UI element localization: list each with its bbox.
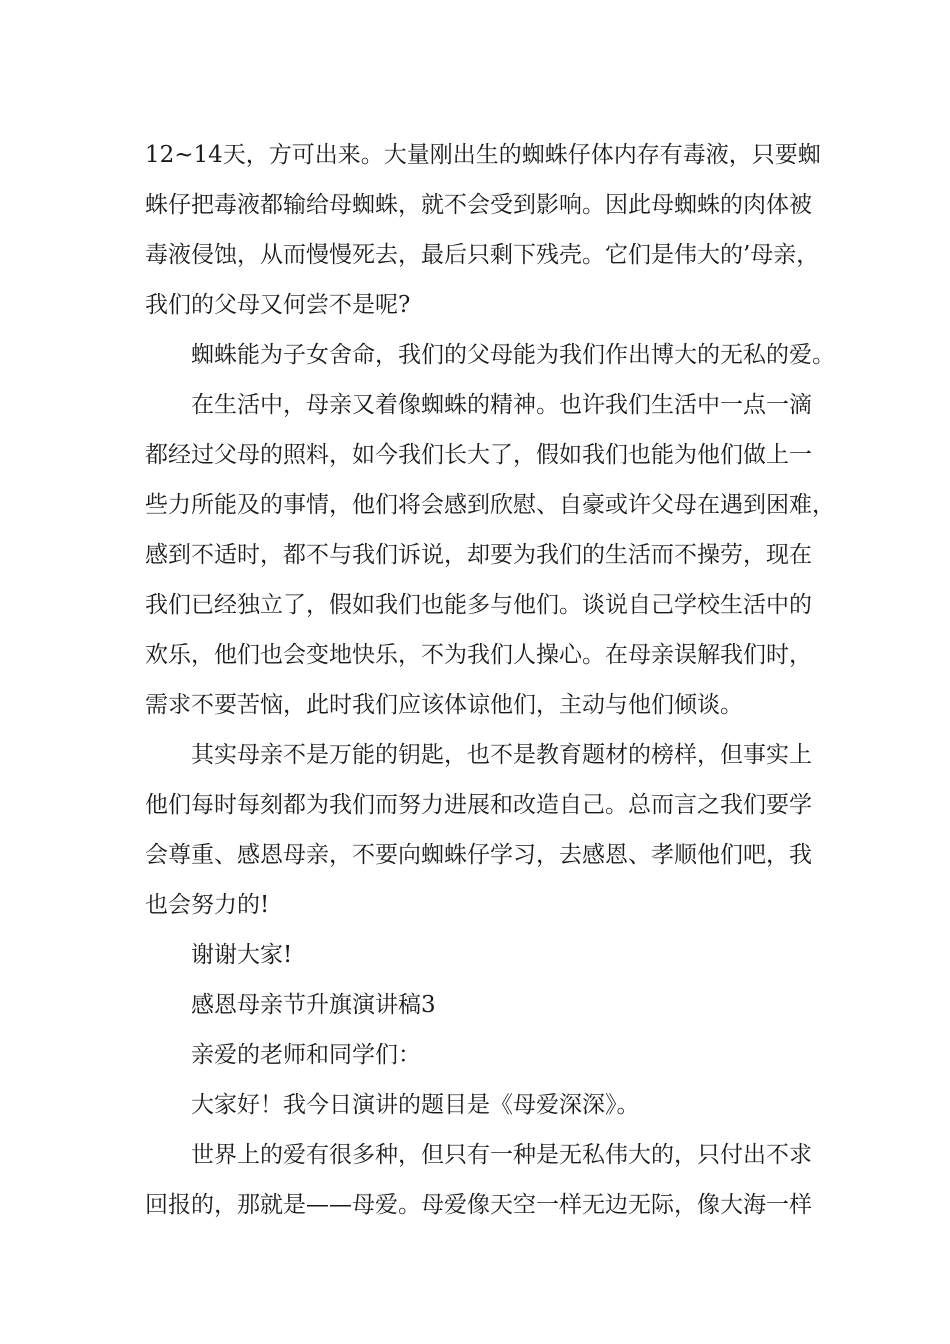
document-body [145, 130, 835, 1230]
text-line: 也会努力的! [145, 892, 270, 918]
greeting-line: 大家好！我今日演讲的题目是《母爱深深》。 [191, 1092, 640, 1118]
text-line: 他们每时每刻都为我们而努力进展和改造自己。总而言之我们要学 [145, 792, 812, 818]
text-line: 需求不要苦恼，此时我们应该体谅他们，主动与他们倾谈。 [145, 692, 743, 718]
text-line: 会尊重、感恩母亲，不要向蜘蛛仔学习，去感恩、孝顺他们吧，我 [145, 842, 812, 868]
text-line: 欢乐，他们也会变地快乐，不为我们人操心。在母亲误解我们时， [145, 642, 812, 668]
text-line: 都经过父母的照料，如今我们长大了，假如我们也能为他们做上一 [145, 442, 812, 468]
salutation: 亲爱的老师和同学们： [191, 1042, 421, 1068]
text-line: 蛛仔把毒液都输给母蜘蛛，就不会受到影响。因此母蜘蛛的肉体被 [145, 192, 812, 218]
text-line: 我们已经独立了，假如我们也能多与他们。谈说自己学校生活中的 [145, 592, 812, 618]
paragraph-line: 其实母亲不是万能的钥匙，也不是教育题材的榜样，但事实上 [191, 742, 812, 768]
text-line: 些力所能及的事情，他们将会感到欣慰、自豪或许父母在遇到困难， [145, 492, 835, 518]
text-line: 12~14天，方可出来。大量刚出生的蜘蛛仔体内存有毒液，只要蜘 [145, 142, 821, 168]
text-line: 回报的，那就是——母爱。母爱像天空一样无边无际，像大海一样 [145, 1192, 812, 1218]
paragraph-line: 在生活中，母亲又着像蜘蛛的精神。也许我们生活中一点一滴 [191, 392, 812, 418]
closing-line: 谢谢大家! [191, 942, 293, 968]
section-title: 感恩母亲节升旗演讲稿3 [191, 992, 436, 1018]
paragraph-line: 蜘蛛能为子女舍命，我们的父母能为我们作出博大的无私的爱。 [191, 342, 835, 368]
text-line: 感到不适时，都不与我们诉说，却要为我们的生活而不操劳，现在 [145, 542, 812, 568]
text-line: 我们的父母又何尝不是呢? [145, 292, 411, 318]
text-line: 毒液侵蚀，从而慢慢死去，最后只剩下残壳。它们是伟大的’母亲， [145, 242, 820, 268]
paragraph-line: 世界上的爱有很多种，但只有一种是无私伟大的，只付出不求 [191, 1142, 812, 1168]
